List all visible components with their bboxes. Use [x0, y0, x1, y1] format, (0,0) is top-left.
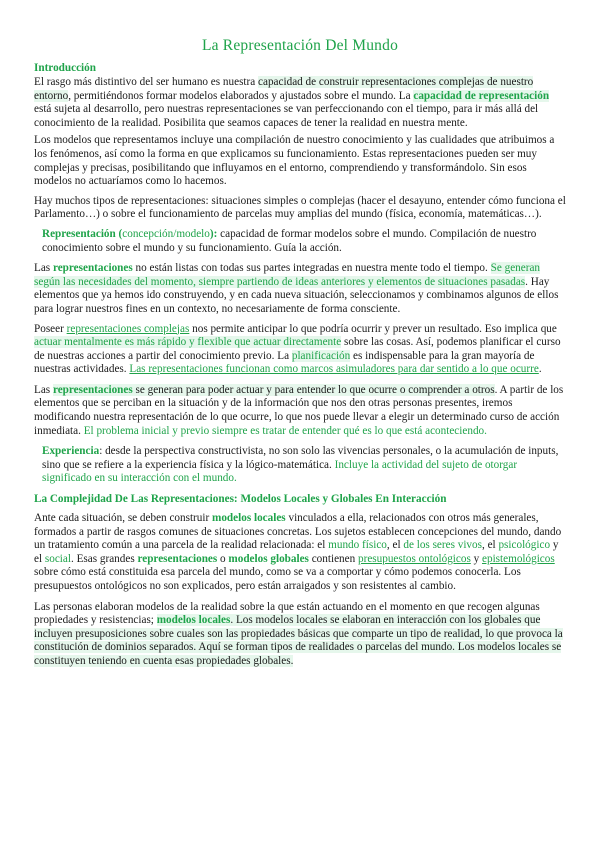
text: contienen	[308, 552, 359, 565]
key-term: modelos locales	[212, 512, 286, 525]
paragraph-4	[34, 262, 566, 316]
text: El rasgo más distintivo del ser humano es nuestra	[34, 76, 259, 88]
text: Las	[34, 262, 53, 275]
text: es indispensable para la gran mayoría de nuestras actividades.	[34, 349, 535, 376]
highlight: actuar mentalmente es más rápido y flexible que actuar directamente	[34, 336, 342, 349]
green-sentence: El problema inicial y previo siempre es tratar de entender qué es lo que está aconteciendo.	[83, 424, 487, 437]
text: vinculados a ella, relacionados con otros más generales, formados a partir de rasgos comunes de situaciones concretas. Los sujetos establecen concepciones del mundo, dando un tratamiento común a una parcela de la realidad relacionada: el	[34, 512, 562, 552]
text: nos permite anticipar lo que podría ocurrir y prever un resultado. Eso implica que	[189, 322, 557, 335]
definition-close: ):	[209, 227, 218, 240]
key-term: representaciones	[52, 383, 133, 396]
text: no están listas con todas sus partes integradas en nuestra mente todo el tiempo.	[132, 262, 491, 275]
highlight: planificación	[291, 349, 351, 362]
underlined-term: epistemológicos	[482, 552, 555, 565]
text: está sujeta al desarrollo, pero nuestras representaciones se van perfeccionando con el tiempo, para ir más allá del conocimiento de la realidad. Posibilita que seamos capaces de tener la realidad en nuestra mente.	[34, 103, 539, 129]
key-term: modelos locales	[156, 614, 231, 627]
text: , el	[481, 539, 499, 552]
key-term: capacidad de representación	[413, 89, 550, 102]
text: , permitiéndonos formar modelos elaborados y ajustados sobre el mundo. La	[68, 89, 414, 102]
paragraph-1	[34, 76, 566, 130]
heading-introduccion: Introducción	[34, 62, 96, 74]
text: y	[470, 552, 483, 565]
paragraph-7	[34, 512, 566, 594]
paragraph-2: Los modelos que representamos incluye una compilación de nuestro conocimiento y las cualidades que atribuimos a los fenómenos, así como la forma en que explicamos su funcionamiento. Estas representaciones pueden ser muy complejas y precisas, posibilitando que influyamos en el entorno, comprendiendo y transformándolo. Sin esos modelos no actuaríamos como lo hacemos.	[34, 134, 555, 188]
text: o	[217, 552, 229, 565]
definition-experiencia	[34, 445, 566, 486]
key-term: representaciones	[52, 262, 133, 275]
key-term: representaciones	[137, 552, 218, 565]
text: y el	[34, 539, 559, 565]
paragraph-6	[34, 384, 566, 438]
text: . A partir de los elementos que se perciban en la situación y de la información que nos den otras personas presentes, iremos modificando nuestra representación de lo que ocurre, lo que nos puede llevar a elegir un determinado curso de acción inmediata.	[34, 383, 564, 437]
definition-text: capacidad de formar modelos sobre el mundo. Compilación de nuestro conocimiento sobre el mundo y su funcionamiento. Guía la acción.	[42, 227, 537, 254]
page-title: La Representación Del Mundo	[201, 37, 399, 54]
green-term: social	[44, 552, 71, 565]
highlight: Se generan según las necesidades del momento, siempre partiendo de ideas anteriores y elementos de situaciones pasadas	[34, 262, 541, 288]
definition-paren: concepción/modelo	[122, 227, 210, 240]
text: Las personas elaboran modelos de la realidad sobre la que están actuando en el momento en que recogen algunas propiedades y resistencias;	[34, 600, 540, 627]
text: sobre cómo está constituida esa parcela del mundo, como se va a comportar y cómo podemos conocerla. Los presupuestos ontológicos no son explicados, pero están arraigados y son resistentes al cambio.	[34, 566, 521, 592]
definition-term: Representación (	[42, 227, 123, 240]
paragraph-5	[34, 323, 566, 377]
definition-representacion	[34, 228, 566, 255]
text: . Hay elementos que ya hemos ido construyendo, y en cada nueva situación, seleccionamos y combinamos algunos de ellos para lograr nuestros fines en un contexto, no necesariamente de forma consciente.	[34, 275, 559, 315]
definition-tail: Incluye la actividad del sujeto de otorgar significado en su interacción con el mundo.	[42, 458, 518, 485]
text: . Esas grandes	[70, 552, 138, 565]
text: Poseer	[34, 322, 67, 335]
text: sobre las cosas. Así, podemos planificar el curso de nuestras acciones a partir del conocimiento previo. La	[34, 336, 561, 362]
green-term: psicológico	[498, 539, 551, 552]
underlined-sentence: Las representaciones funcionan como marcos asimuladores para dar sentido a lo que ocurre	[129, 363, 539, 376]
highlight: . Los modelos locales se elaboran en interacción con los globales que incluyen presuposiciones sobre cuales son las propiedades básicas que comparte un tipo de realidad, lo que provoca la constitución de dominios separados. Aquí se forman tipos de realidades o parcelas del mundo. Los modelos locales se constituyen teniendo en cuenta esas propiedades globales.	[34, 614, 563, 667]
definition-text: : desde la perspectiva constructivista, no son solo las vivencias personales, o la acumulación de inputs, sino que se refiere a la experiencia física y la lógico-matemática.	[42, 445, 559, 471]
green-term: mundo físico	[328, 539, 387, 552]
underlined-term: presupuestos ontológicos	[358, 552, 471, 565]
highlight: capacidad de construir representaciones complejas de nuestro entorno	[34, 76, 534, 102]
highlight: se generan para poder actuar y para entender lo que ocurre o comprender a otros	[132, 383, 495, 396]
underlined-term: representaciones complejas	[66, 322, 190, 335]
text: Ante cada situación, se deben construir	[34, 512, 213, 525]
text: , el	[386, 539, 404, 552]
paragraph-3: Hay muchos tipos de representaciones: situaciones simples o complejas (hacer el desayuno, entender cómo funciona el Parlamento…) o sobre el funcionamiento de parcelas muy amplias del mundo (física, economía, matemáticas…).	[34, 194, 566, 221]
paragraph-8	[34, 601, 566, 669]
text: .	[538, 363, 542, 376]
definition-term: Experiencia	[42, 445, 100, 458]
key-term: modelos globales	[228, 552, 309, 565]
text: Las	[34, 383, 53, 396]
green-term: de los seres vivos	[403, 539, 482, 552]
heading-complejidad: La Complejidad De Las Representaciones: Modelos Locales y Globales En Interacción	[34, 493, 447, 506]
